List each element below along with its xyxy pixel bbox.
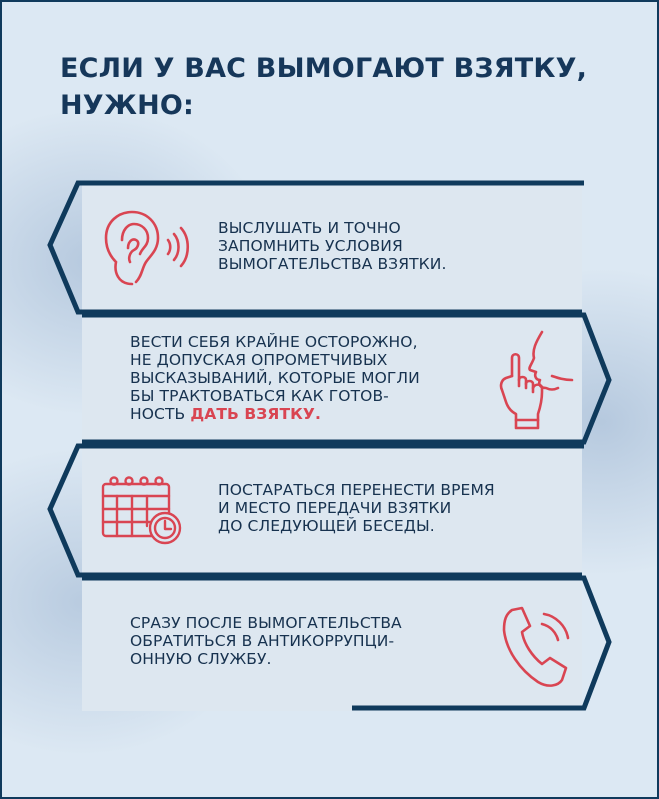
- step-1-text: [218, 219, 446, 273]
- calendar-clock-icon: [99, 474, 189, 546]
- step-2-text: [130, 333, 420, 423]
- step-3-text: [218, 481, 495, 535]
- step-1-line-1: ВЫСЛУШАТЬ И ТОЧНО: [218, 219, 401, 237]
- silence-gesture-icon: [492, 328, 580, 436]
- step-2-line-5: [130, 405, 420, 423]
- step-3-line-3: ДО СЛЕДУЮЩЕЙ БЕСЕДЫ.: [218, 517, 435, 535]
- step-4-line-1: СРАЗУ ПОСЛЕ ВЫМОГАТЕЛЬСТВА: [130, 614, 402, 632]
- step-1-line-2: ЗАПОМНИТЬ УСЛОВИЯ: [218, 237, 403, 255]
- step-2-line-2: НЕ ДОПУСКАЯ ОПРОМЕТЧИВЫХ: [130, 351, 388, 369]
- step-3-line-2: И МЕСТО ПЕРЕДАЧИ ВЗЯТКИ: [218, 499, 452, 517]
- step-4-text: [130, 614, 402, 668]
- title-line-1: ЕСЛИ У ВАС ВЫМОГАЮТ ВЗЯТКУ,: [60, 53, 588, 84]
- step-2-highlight: ДАТЬ ВЗЯТКУ.: [190, 405, 321, 423]
- title-line-2: НУЖНО:: [60, 90, 195, 121]
- step-2-line-1: ВЕСТИ СЕБЯ КРАЙНЕ ОСТОРОЖНО,: [130, 333, 418, 351]
- step-4-line-2: ОБРАТИТЬСЯ В АНТИКОРРУПЦИ-: [130, 632, 395, 650]
- ear-icon: [98, 206, 190, 296]
- step-2-line-3: ВЫСКАЗЫВАНИЙ, КОТОРЫЕ МОГЛИ: [130, 369, 420, 387]
- step-1-line-3: ВЫМОГАТЕЛЬСТВА ВЗЯТКИ.: [218, 255, 447, 273]
- step-2-line-4: БЫ ТРАКТОВАТЬСЯ КАК ГОТОВ-: [130, 387, 389, 405]
- phone-icon: [498, 604, 580, 690]
- step-2-line-5-prefix: НОСТЬ: [130, 405, 191, 423]
- step-4-line-3: ОННУЮ СЛУЖБУ.: [130, 650, 272, 668]
- step-3-line-1: ПОСТАРАТЬСЯ ПЕРЕНЕСТИ ВРЕМЯ: [218, 481, 495, 499]
